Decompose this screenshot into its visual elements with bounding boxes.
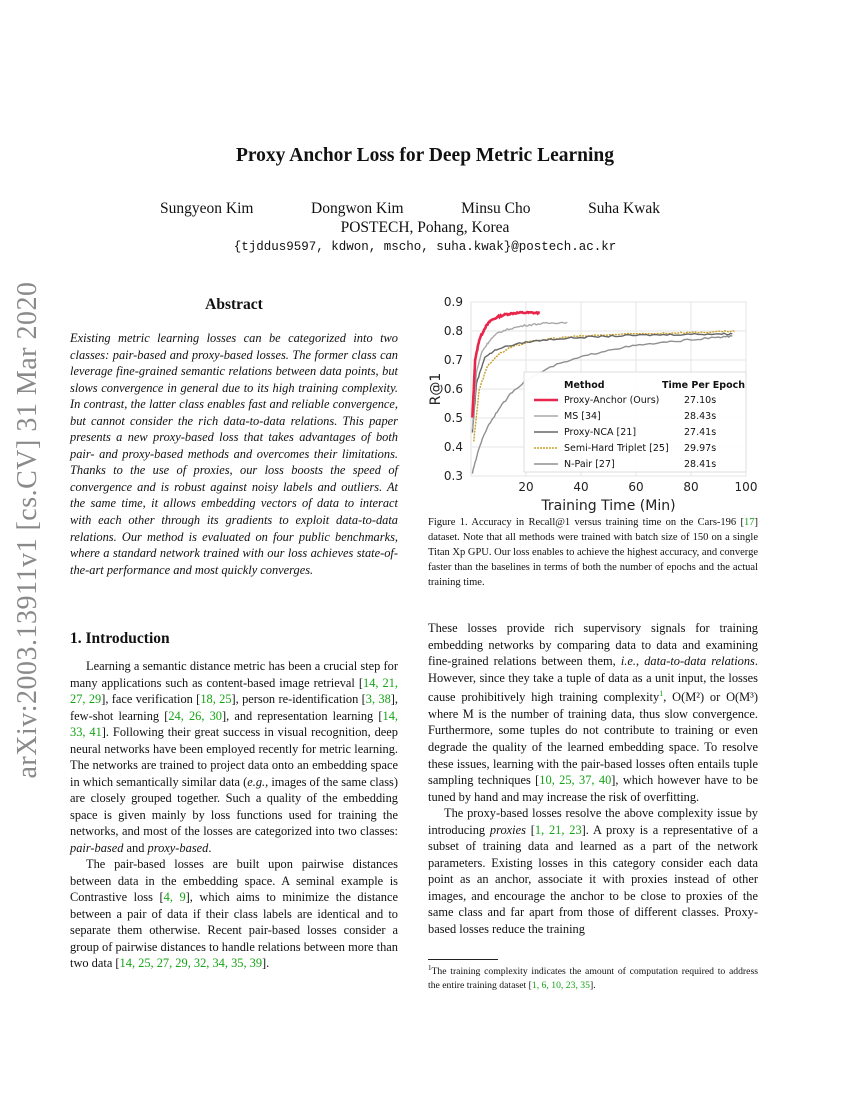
citation-link[interactable]: 18, 25: [200, 692, 232, 706]
legend-time: 27.41s: [684, 427, 717, 438]
author-name: Dongwon Kim: [311, 200, 404, 217]
intro-paragraph: The pair-based losses are built upon pairwise distances between data in the embedding space. A seminal example is Contrastive loss [4, 9], which aims to minimize the distance between a pair of data if their class labels are identical and to separate them otherwise. Recent pair-based losses consider a group of pairwise distances to handle relations between more than two data [14, 25, 27, 29, 32, 34, 35, 39].: [70, 857, 398, 970]
y-axis-label: R@1: [428, 372, 444, 406]
recall-vs-time-chart: [428, 292, 758, 514]
paper-title: Proxy Anchor Loss for Deep Metric Learning: [235, 145, 615, 166]
abstract-heading: Abstract: [205, 296, 263, 313]
citation-link[interactable]: 10, 25, 37, 40: [539, 773, 612, 788]
legend-label: MS [34]: [564, 411, 601, 422]
legend-label: Proxy-Anchor (Ours): [564, 395, 660, 406]
author-name: Suha Kwak: [588, 200, 660, 217]
citation-link[interactable]: 14, 33, 41: [70, 708, 398, 739]
y-tick-label: 0.7: [443, 353, 463, 367]
author-name: Minsu Cho: [461, 200, 531, 217]
right-column-text: [428, 620, 758, 938]
footnote-rule: [428, 959, 498, 960]
legend-label: Proxy-NCA [21]: [564, 427, 637, 438]
x-axis-label: Training Time (Min): [541, 498, 676, 514]
footnote-mark[interactable]: 1: [659, 689, 664, 699]
y-tick-label: 0.4: [443, 440, 463, 454]
body-paragraph: The proxy-based losses resolve the above complexity issue by introducing proxies [1, 21, 23]. A proxy is a representative of a subset of training data and learned as a part of the network parameters. Existing losses in this category consider each data point as an anchor, associate it with proxies instead of other images, and encourage the anchor to be close to proxies of the same class and far apart from those of different classes. Proxy-based losses reduce the training: [428, 806, 758, 936]
citation-link[interactable]: 14, 25, 27, 29, 32, 34, 35, 39: [119, 956, 263, 970]
y-tick-label: 0.8: [443, 324, 463, 338]
y-tick-label: 0.9: [443, 295, 463, 309]
intro-paragraph: Learning a semantic distance metric has been a crucial step for many applications such as content-based image retrieval [14, 21, 27, 29], face verification [18, 25], person re-identification [3, 38], few-shot learning [24, 26, 30], and representation learning [14, 33, 41]. Following their great success in visual recognition, deep neural networks have been employed recently for metric learning. The networks are trained to project data onto an embedding space in which semantically similar data (e.g., images of the same class) are closely grouped together. Such a quality of the embedding space is given mainly by loss functions used for training the networks, and most of the losses are categorized into two classes: pair-based and proxy-based.: [70, 659, 399, 855]
footnote: $^1$The training complexity indicates the amount of computation required to address the entire training dataset [1, 6, 10, 23, 35].: [428, 964, 758, 991]
legend-label: N-Pair [27]: [564, 459, 615, 470]
citation-link[interactable]: 3, 38: [365, 692, 391, 706]
author-list: [160, 200, 660, 218]
body-paragraph: These losses provide rich supervisory signals for training embedding networks by comparing data to data and examining fine-grained relations between them, i.e., data-to-data relations. However, since they take a tuple of data as a unit input, the losses cause prohibitively high training complexity$^1$, O(M²) or O(M³) where M is the number of training data, thus slow convergence. Furthermore, some tuples do not contribute to training or even degrade the quality of the learned embedding space. To resolve these issues, learning with the pair-based losses often entails tuple sampling techniques [10, 25, 37, 40], which however have to be tuned by hand and may increase the risk of overfitting.: [428, 621, 759, 804]
citation-link[interactable]: 17: [744, 517, 755, 528]
legend-header: Time Per Epoch: [662, 380, 745, 391]
affiliation: POSTECH, Pohang, Korea: [340, 219, 510, 236]
abstract-body: Existing metric learning losses can be categorized into two classes: pair-based and proxy-based losses. The former class can leverage fine-grained semantic relations between data points, but slows convergence in general due to its high training complexity. In contrast, the latter class enables fast and reliable convergence, but cannot consider the rich data-to-data relations. This paper presents a new proxy-based loss that takes advantages of both pair- and proxy-based methods and overcomes their limitations. Thanks to the use of proxies, our loss boosts the speed of convergence and is robust against noisy labels and outliers. At the same time, it allows embedding vectors of data to interact with each other through its gradients to exploit data-to-data relations. Our method is evaluated on four public benchmarks, where a standard network trained with our loss achieves state-of-the-art performance and most quickly converges.: [70, 331, 398, 577]
legend-label: Semi-Hard Triplet [25]: [564, 443, 669, 454]
legend-time: 28.43s: [684, 411, 717, 422]
citation-link[interactable]: 24, 26, 30: [168, 708, 222, 723]
citation-link[interactable]: 1, 6, 10, 23, 35: [531, 979, 590, 991]
citation-link[interactable]: 1, 21, 23: [534, 822, 582, 837]
legend-time: 28.41s: [684, 459, 717, 470]
y-tick-label: 0.6: [443, 382, 463, 396]
x-tick-label: 20: [518, 480, 534, 494]
legend-time: 29.97s: [684, 443, 717, 454]
y-tick-label: 0.3: [443, 469, 463, 483]
author-emails: {tjddus9597, kdwon, mscho, suha.kwak}@postech.ac.kr: [233, 240, 617, 254]
citation-link[interactable]: 14, 21, 27, 29: [70, 675, 398, 706]
intro-section: [70, 658, 398, 972]
citation-link[interactable]: 4, 9: [163, 890, 186, 904]
y-tick-label: 0.5: [443, 411, 463, 425]
intro-heading: 1. Introduction: [70, 630, 170, 647]
author-name: Sungyeon Kim: [160, 200, 254, 217]
x-tick-label: 100: [734, 480, 758, 494]
x-tick-label: 80: [683, 480, 699, 494]
legend-time: 27.10s: [684, 395, 717, 406]
arxiv-stamp-text: arXiv:2003.13911v1 [cs.CV] 31 Mar 2020: [12, 281, 43, 779]
x-tick-label: 40: [573, 480, 589, 494]
legend-header: Method: [564, 380, 605, 391]
x-tick-label: 60: [628, 480, 644, 494]
arxiv-stamp: [8, 281, 48, 779]
figure-caption: Figure 1. Accuracy in Recall@1 versus training time on the Cars-196 [17] dataset. Note that all methods were trained with batch size of 150 on a single Titan Xp GPU. Our loss enables to achieve the highest accuracy, and converge faster than the baselines in terms of both the number of epochs and the actual training time.: [428, 517, 758, 588]
